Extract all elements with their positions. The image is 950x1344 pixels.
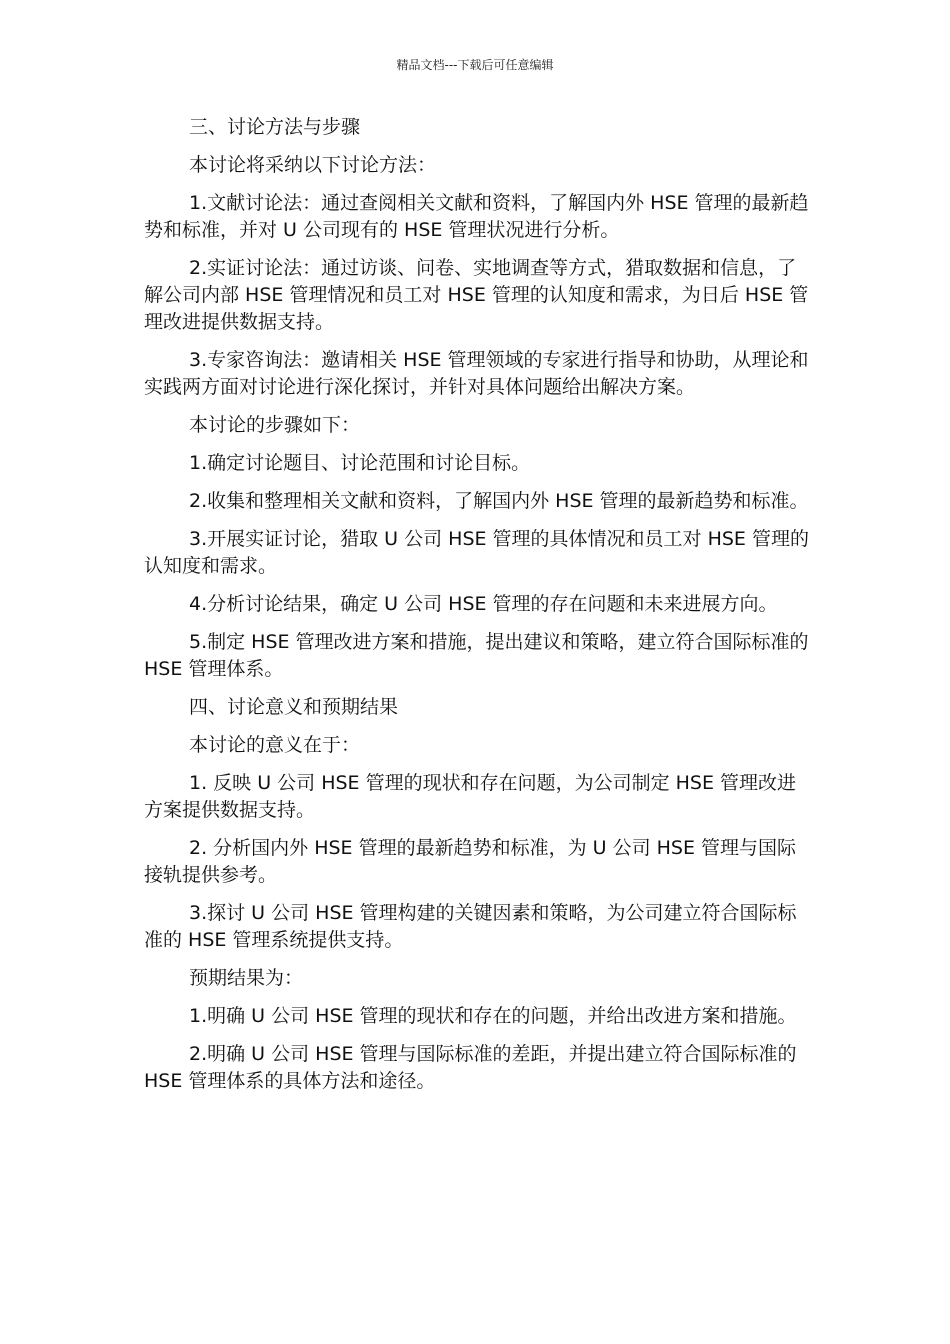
expected-results-intro: 预期结果为： bbox=[189, 967, 304, 989]
method-item: 3.专家咨询法：邀请相关 HSE 管理领域的专家进行指导和协助，从理论和实践两方面对讨论进行深化探讨，并针对具体问题给出解决方案。 bbox=[144, 349, 809, 398]
step-item: 5.制定 HSE 管理改进方案和措施，提出建议和策略，建立符合国际标准的 HSE 管理体系。 bbox=[144, 631, 809, 680]
significance-item: 3.探讨 U 公司 HSE 管理构建的关键因素和策略，为公司建立符合国际标准的 HSE 管理系统提供支持。 bbox=[144, 902, 797, 951]
expected-result-item: 2.明确 U 公司 HSE 管理与国际标准的差距，并提出建立符合国际标准的 HSE 管理体系的具体方法和途径。 bbox=[144, 1043, 797, 1092]
step-item: 2.收集和整理相关文献和资料，了解国内外 HSE 管理的最新趋势和标准。 bbox=[189, 490, 809, 512]
section-heading-significance: 四、讨论意义和预期结果 bbox=[189, 696, 399, 718]
methods-intro: 本讨论将采纳以下讨论方法： bbox=[189, 154, 437, 176]
significance-item: 2. 分析国内外 HSE 管理的最新趋势和标准，为 U 公司 HSE 管理与国际接轨提供参考。 bbox=[144, 837, 797, 886]
method-item: 2.实证讨论法：通过访谈、问卷、实地调查等方式，猎取数据和信息，了解公司内部 HSE 管理情况和员工对 HSE 管理的认知度和需求，为日后 HSE 管理改进提供数据支持。 bbox=[144, 257, 809, 333]
document-body bbox=[144, 114, 810, 1106]
section-heading-methods: 三、讨论方法与步骤 bbox=[189, 116, 361, 138]
method-item: 1.文献讨论法：通过查阅相关文献和资料，了解国内外 HSE 管理的最新趋势和标准，并对 U 公司现有的 HSE 管理状况进行分析。 bbox=[144, 192, 809, 241]
step-item: 3.开展实证讨论，猎取 U 公司 HSE 管理的具体情况和员工对 HSE 管理的认知度和需求。 bbox=[144, 528, 809, 577]
expected-result-item: 1.明确 U 公司 HSE 管理的现状和存在的问题，并给出改进方案和措施。 bbox=[189, 1005, 797, 1027]
page-header: 精品文档---下载后可任意编辑 bbox=[396, 58, 554, 72]
significance-intro: 本讨论的意义在于： bbox=[189, 734, 361, 756]
steps-intro: 本讨论的步骤如下： bbox=[189, 414, 361, 436]
significance-item: 1. 反映 U 公司 HSE 管理的现状和存在问题，为公司制定 HSE 管理改进方案提供数据支持。 bbox=[144, 772, 797, 821]
step-item: 4.分析讨论结果，确定 U 公司 HSE 管理的存在问题和未来进展方向。 bbox=[189, 593, 778, 615]
step-item: 1.确定讨论题目、讨论范围和讨论目标。 bbox=[189, 452, 531, 474]
